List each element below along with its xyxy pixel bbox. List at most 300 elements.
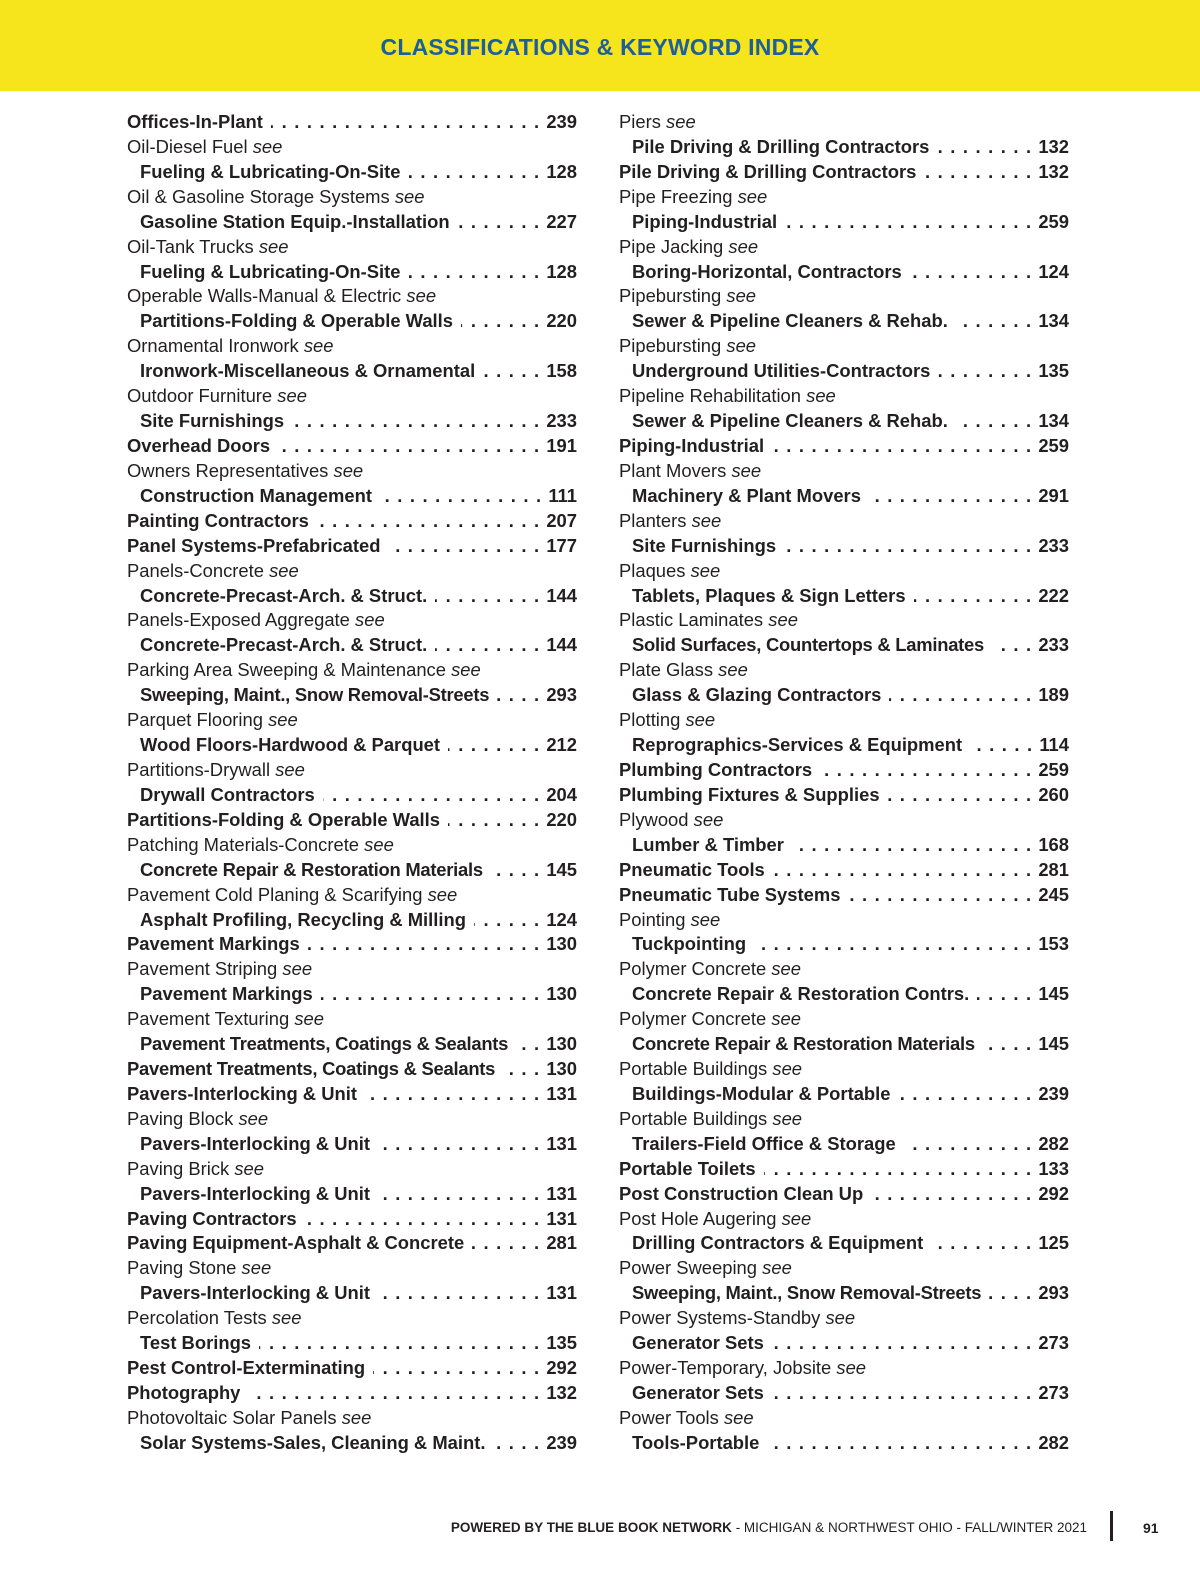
entry-page-number: 282 — [1038, 1431, 1069, 1453]
index-cross-reference — [619, 185, 1069, 210]
index-entry — [127, 359, 577, 384]
dot-leader — [323, 783, 541, 808]
entry-term: Pipe Jacking see — [619, 235, 759, 257]
index-cross-reference — [127, 608, 577, 633]
dot-leader — [292, 409, 540, 434]
entry-page-number: 144 — [546, 584, 577, 606]
dot-leader — [792, 833, 1032, 858]
entry-term: Planters see — [619, 509, 722, 531]
entry-term: Sweeping, Maint., Snow Removal-Streets — [140, 684, 490, 706]
entry-term: Piers see — [619, 111, 696, 132]
entry-page-number: 239 — [546, 111, 577, 132]
index-entry — [127, 110, 577, 135]
entry-term: Reprographics-Services & Equipment — [632, 734, 963, 756]
entry-term: Photography — [127, 1382, 241, 1404]
entry-term: Fueling & Lubricating-On-Site — [140, 160, 401, 182]
see-label: see — [726, 285, 757, 307]
entry-term: Pipebursting see — [619, 335, 757, 357]
index-cross-reference — [127, 957, 577, 982]
entry-page-number: 259 — [1038, 758, 1069, 780]
entry-term: Owners Representatives see — [127, 459, 364, 481]
index-cross-reference — [127, 883, 577, 908]
see-label: see — [258, 235, 289, 257]
entry-page-number: 131 — [546, 1082, 577, 1104]
entry-term: Sewer & Pipeline Cleaners & Rehab. — [632, 410, 948, 432]
index-cross-reference — [619, 284, 1069, 309]
index-entry — [619, 160, 1069, 185]
entry-term: Tuckpointing — [632, 933, 747, 955]
index-entry — [127, 808, 577, 833]
entry-term: Wood Floors-Hardwood & Parquet — [140, 734, 441, 756]
index-entry — [619, 484, 1069, 509]
entry-page-number: 259 — [1038, 434, 1069, 456]
see-label: see — [451, 659, 481, 681]
see-label: see — [731, 459, 762, 481]
entry-term: Concrete-Precast-Arch. & Struct. — [140, 634, 428, 656]
entry-term: Polymer Concrete see — [619, 958, 801, 980]
entry-page-number: 145 — [1038, 1033, 1069, 1055]
entry-term: Paving Stone see — [127, 1257, 272, 1279]
entry-term: Photovoltaic Solar Panels see — [127, 1406, 372, 1428]
see-label: see — [723, 1406, 754, 1428]
dot-leader — [977, 982, 1032, 1007]
index-entry — [127, 160, 577, 185]
see-label: see — [726, 335, 757, 357]
see-label: see — [771, 1008, 801, 1030]
entry-term: Painting Contractors — [127, 509, 309, 531]
entry-term: Pavers-Interlocking & Unit — [140, 1182, 370, 1204]
dot-leader — [378, 1281, 540, 1306]
entry-page-number: 132 — [546, 1382, 577, 1404]
entry-page-number: 128 — [546, 260, 577, 282]
entry-term: Pneumatic Tools — [619, 858, 765, 880]
index-cross-reference — [619, 559, 1069, 584]
entry-term: Partitions-Folding & Operable Walls — [127, 808, 441, 830]
dot-leader — [889, 683, 1032, 708]
see-label: see — [275, 758, 305, 780]
see-label: see — [394, 185, 425, 207]
entry-page-number: 128 — [546, 160, 577, 182]
entry-term: Solid Surfaces, Countertops & Laminates — [632, 634, 985, 656]
index-cross-reference — [127, 185, 577, 210]
entry-page-number: 130 — [546, 1058, 577, 1080]
index-cross-reference — [619, 1356, 1069, 1381]
entry-page-number: 145 — [1038, 983, 1069, 1005]
index-entry — [127, 982, 577, 1007]
dot-leader — [764, 1157, 1033, 1182]
dot-leader — [989, 1281, 1032, 1306]
dot-leader — [992, 633, 1032, 658]
see-label: see — [836, 1357, 867, 1379]
entry-page-number: 293 — [546, 684, 577, 706]
entry-page-number: 233 — [1038, 634, 1069, 656]
index-cross-reference — [619, 1057, 1069, 1082]
see-label: see — [737, 185, 768, 207]
dot-leader — [904, 1132, 1033, 1157]
index-entry — [619, 1157, 1069, 1182]
entry-page-number: 220 — [546, 310, 577, 332]
entry-term: Trailers-Field Office & Storage — [632, 1132, 896, 1154]
index-cross-reference — [619, 1107, 1069, 1132]
index-cross-reference — [127, 384, 577, 409]
dot-leader — [373, 1356, 540, 1381]
index-entry — [127, 1356, 577, 1381]
page-number: 91 — [1143, 1520, 1159, 1536]
index-entry — [127, 1231, 577, 1256]
entry-term: Operable Walls-Manual & Electric see — [127, 285, 437, 307]
entry-page-number: 222 — [1038, 584, 1069, 606]
entry-term: Paving Block see — [127, 1107, 269, 1129]
index-entry — [619, 1082, 1069, 1107]
index-entry — [619, 309, 1069, 334]
index-cross-reference — [619, 1256, 1069, 1281]
dot-leader — [956, 309, 1032, 334]
index-entry — [619, 1381, 1069, 1406]
index-cross-reference — [127, 1107, 577, 1132]
dot-leader — [483, 359, 540, 384]
index-entry — [619, 683, 1069, 708]
index-cross-reference — [619, 334, 1069, 359]
entry-page-number: 134 — [1038, 410, 1069, 432]
see-label: see — [268, 709, 298, 731]
entry-term: Drilling Contractors & Equipment — [632, 1232, 924, 1254]
see-label: see — [806, 385, 836, 407]
entry-term: Portable Buildings see — [619, 1107, 803, 1129]
entry-page-number: 135 — [546, 1332, 577, 1354]
see-label: see — [666, 111, 696, 132]
entry-term: Concrete Repair & Restoration Materials — [140, 858, 483, 880]
see-label: see — [364, 833, 394, 855]
index-entry — [127, 434, 577, 459]
index-entry — [127, 633, 577, 658]
entry-term: Fueling & Lubricating-On-Site — [140, 260, 401, 282]
entry-page-number: 292 — [546, 1357, 577, 1379]
page-header — [0, 0, 1200, 91]
entry-term: Parquet Flooring see — [127, 709, 298, 731]
entry-page-number: 233 — [546, 410, 577, 432]
see-label: see — [762, 1257, 792, 1279]
entry-page-number: 132 — [1038, 135, 1069, 157]
dot-leader — [448, 733, 540, 758]
entry-term: Pile Driving & Drilling Contractors — [619, 160, 917, 182]
dot-leader — [516, 1032, 540, 1057]
dot-leader — [474, 908, 540, 933]
index-column-left — [127, 110, 577, 1456]
entry-term: Pavement Treatments, Coatings & Sealants — [140, 1033, 509, 1055]
entry-term: Underground Utilities-Contractors — [632, 360, 931, 382]
index-entry — [127, 484, 577, 509]
dot-leader — [772, 1381, 1032, 1406]
see-label: see — [238, 1107, 269, 1129]
entry-page-number: 177 — [546, 534, 577, 556]
index-entry — [127, 534, 577, 559]
page-footer — [0, 1511, 1200, 1541]
index-cross-reference — [127, 284, 577, 309]
index-entry — [127, 1057, 577, 1082]
index-entry — [619, 1431, 1069, 1456]
entry-term: Pavement Cold Planing & Scarifying see — [127, 883, 458, 905]
footer-publication — [451, 1520, 1087, 1535]
dot-leader — [937, 135, 1032, 160]
see-label: see — [427, 883, 458, 905]
entry-term: Tools-Portable — [632, 1431, 760, 1453]
entry-page-number: 191 — [546, 434, 577, 456]
index-entry — [127, 1032, 577, 1057]
entry-term: Parking Area Sweeping & Maintenance see — [127, 659, 481, 681]
index-entry — [619, 434, 1069, 459]
entry-page-number: 133 — [1038, 1157, 1069, 1179]
dot-leader — [848, 883, 1032, 908]
entry-page-number: 293 — [1038, 1282, 1069, 1304]
entry-term: Paving Equipment-Asphalt & Concrete — [127, 1232, 465, 1254]
entry-term: Site Furnishings — [140, 410, 285, 432]
entry-term: Polymer Concrete see — [619, 1008, 801, 1030]
entry-term: Generator Sets — [632, 1332, 764, 1354]
entry-term: Pipeline Rehabilitation see — [619, 385, 836, 407]
dot-leader — [503, 1057, 540, 1082]
index-entry — [127, 1281, 577, 1306]
entry-page-number: 134 — [1038, 310, 1069, 332]
footer-divider — [1110, 1511, 1113, 1541]
dot-leader — [259, 1331, 540, 1356]
dot-leader — [899, 1082, 1033, 1107]
index-cross-reference — [127, 559, 577, 584]
index-cross-reference — [127, 235, 577, 260]
index-cross-reference — [619, 658, 1069, 683]
entry-term: Pavement Treatments, Coatings & Sealants — [127, 1058, 496, 1080]
index-entry — [127, 309, 577, 334]
index-entry — [127, 1381, 577, 1406]
entry-term: Plant Movers see — [619, 459, 762, 481]
entry-page-number: 220 — [546, 808, 577, 830]
entry-term: Pointing see — [619, 908, 721, 930]
index-entry — [127, 1331, 577, 1356]
entry-page-number: 135 — [1038, 360, 1069, 382]
dot-leader — [491, 858, 540, 883]
entry-term: Plastic Laminates see — [619, 609, 798, 631]
index-entry — [619, 858, 1069, 883]
index-entry — [619, 1331, 1069, 1356]
entry-term: Post Construction Clean Up — [619, 1182, 864, 1204]
index-cross-reference — [619, 908, 1069, 933]
entry-term: Pneumatic Tube Systems — [619, 883, 841, 905]
entry-term: Solar Systems-Sales, Cleaning & Maint. — [140, 1431, 486, 1453]
entry-term: Concrete Repair & Restoration Contrs. — [632, 983, 970, 1005]
entry-term: Drywall Contractors — [140, 783, 315, 805]
entry-term: Pavers-Interlocking & Unit — [140, 1282, 370, 1304]
entry-term: Overhead Doors — [127, 434, 271, 456]
index-entry — [619, 783, 1069, 808]
dot-leader — [308, 932, 541, 957]
entry-page-number: 132 — [1038, 160, 1069, 182]
index-entry — [619, 758, 1069, 783]
entry-term: Concrete Repair & Restoration Materials — [632, 1033, 975, 1055]
index-entry — [127, 1132, 577, 1157]
entry-term: Pavers-Interlocking & Unit — [127, 1082, 357, 1104]
see-label: see — [269, 559, 299, 581]
dot-leader — [938, 359, 1032, 384]
see-label: see — [772, 1058, 803, 1080]
entry-term: Pile Driving & Drilling Contractors — [632, 135, 930, 157]
entry-page-number: 281 — [1038, 858, 1069, 880]
entry-page-number: 292 — [1038, 1182, 1069, 1204]
see-label: see — [282, 958, 313, 980]
index-entry — [127, 1431, 577, 1456]
entry-term: Tablets, Plaques & Sign Letters — [632, 584, 906, 606]
dot-leader — [871, 1182, 1032, 1207]
entry-term: Paving Contractors — [127, 1207, 297, 1229]
dot-leader — [435, 584, 540, 609]
entry-page-number: 124 — [546, 908, 577, 930]
entry-page-number: 239 — [546, 1431, 577, 1453]
index-cross-reference — [127, 459, 577, 484]
see-label: see — [690, 908, 721, 930]
dot-leader — [888, 783, 1033, 808]
index-cross-reference — [619, 957, 1069, 982]
index-entry — [619, 1132, 1069, 1157]
entry-page-number: 131 — [546, 1132, 577, 1154]
entry-page-number: 130 — [546, 933, 577, 955]
index-entry — [619, 359, 1069, 384]
entry-term: Pavement Markings — [127, 933, 300, 955]
see-label: see — [341, 1406, 372, 1428]
dot-leader — [380, 484, 542, 509]
index-cross-reference — [127, 833, 577, 858]
entry-page-number: 124 — [1038, 260, 1069, 282]
entry-term: Portable Buildings see — [619, 1058, 803, 1080]
dot-leader — [389, 534, 541, 559]
index-entry — [619, 833, 1069, 858]
index-entry — [127, 210, 577, 235]
entry-page-number: 227 — [546, 210, 577, 232]
entry-term: Outdoor Furniture see — [127, 385, 307, 407]
see-label: see — [303, 335, 334, 357]
entry-page-number: 111 — [548, 484, 577, 506]
entry-term: Plaques see — [619, 559, 721, 581]
index-entry — [619, 1281, 1069, 1306]
entry-term: Oil-Diesel Fuel see — [127, 135, 283, 157]
index-cross-reference — [619, 110, 1069, 135]
entry-page-number: 131 — [546, 1207, 577, 1229]
index-cross-reference — [127, 334, 577, 359]
entry-page-number: 233 — [1038, 534, 1069, 556]
entry-term: Power Tools see — [619, 1406, 754, 1428]
entry-term: Ornamental Ironwork see — [127, 335, 334, 357]
index-entry — [127, 509, 577, 534]
index-cross-reference — [619, 808, 1069, 833]
entry-page-number: 144 — [546, 634, 577, 656]
index-cross-reference — [127, 1306, 577, 1331]
index-cross-reference — [619, 1007, 1069, 1032]
dot-leader — [910, 260, 1033, 285]
see-label: see — [772, 1107, 803, 1129]
entry-page-number: 259 — [1038, 210, 1069, 232]
index-entry — [619, 1231, 1069, 1256]
index-entry — [127, 1182, 577, 1207]
entry-term: Portable Toilets — [619, 1157, 756, 1179]
dot-leader — [448, 808, 540, 833]
entry-term: Ironwork-Miscellaneous & Ornamental — [140, 360, 476, 382]
dot-leader — [784, 534, 1032, 559]
see-label: see — [294, 1008, 324, 1030]
entry-term: Boring-Horizontal, Contractors — [632, 260, 902, 282]
dot-leader — [461, 309, 540, 334]
index-entry — [619, 584, 1069, 609]
entry-page-number: 153 — [1038, 933, 1069, 955]
entry-page-number: 130 — [546, 983, 577, 1005]
entry-term: Pavement Striping see — [127, 958, 313, 980]
entry-term: Oil-Tank Trucks see — [127, 235, 289, 257]
entry-page-number: 207 — [546, 509, 577, 531]
entry-term: Site Furnishings — [632, 534, 777, 556]
dot-leader — [924, 160, 1032, 185]
entry-page-number: 168 — [1038, 833, 1069, 855]
dot-leader — [278, 434, 540, 459]
entry-term: Sweeping, Maint., Snow Removal-Streets — [632, 1282, 982, 1304]
dot-leader — [248, 1381, 540, 1406]
entry-term: Paving Brick see — [127, 1157, 264, 1179]
index-cross-reference — [127, 1406, 577, 1431]
index-entry — [127, 1207, 577, 1232]
see-label: see — [691, 509, 722, 531]
dot-leader — [409, 160, 541, 185]
entry-term: Glass & Glazing Contractors — [632, 684, 882, 706]
index-cross-reference — [619, 1406, 1069, 1431]
entry-term: Pavement Texturing see — [127, 1008, 324, 1030]
index-cross-reference — [619, 459, 1069, 484]
footer-network: POWERED BY THE BLUE BOOK NETWORK — [450, 1520, 732, 1535]
see-label: see — [690, 559, 721, 581]
entry-term: Panels-Exposed Aggregate see — [127, 609, 385, 631]
entry-page-number: 239 — [1038, 1082, 1069, 1104]
index-entry — [619, 1182, 1069, 1207]
entry-page-number: 114 — [1039, 734, 1069, 756]
entry-term: Oil & Gasoline Storage Systems see — [127, 185, 425, 207]
footer-edition: - MICHIGAN & NORTHWEST OHIO - FALL/WINTER 2021 — [731, 1520, 1087, 1535]
index-column-right — [619, 110, 1069, 1456]
entry-page-number: 281 — [546, 1232, 577, 1254]
index-entry — [127, 409, 577, 434]
entry-term: Pipe Freezing see — [619, 185, 768, 207]
see-label: see — [768, 609, 798, 631]
index-cross-reference — [619, 608, 1069, 633]
entry-term: Partitions-Drywall see — [127, 758, 305, 780]
dot-leader — [869, 484, 1032, 509]
dot-leader — [983, 1032, 1032, 1057]
entry-page-number: 273 — [1038, 1332, 1069, 1354]
index-entry — [127, 908, 577, 933]
index-cross-reference — [127, 1256, 577, 1281]
index-entry — [619, 883, 1069, 908]
index-entry — [619, 135, 1069, 160]
dot-leader — [956, 409, 1032, 434]
entry-term: Patching Materials-Concrete see — [127, 833, 394, 855]
index-entry — [619, 733, 1069, 758]
index-entry — [127, 932, 577, 957]
index-cross-reference — [127, 1157, 577, 1182]
entry-page-number: 260 — [1038, 783, 1069, 805]
see-label: see — [234, 1157, 264, 1179]
index-entry — [127, 783, 577, 808]
entry-term: Partitions-Folding & Operable Walls — [140, 310, 454, 332]
index-cross-reference — [619, 509, 1069, 534]
entry-term: Gasoline Station Equip.-Installation — [140, 210, 450, 232]
dot-leader — [409, 260, 541, 285]
entry-page-number: 131 — [546, 1182, 577, 1204]
entry-term: Power Sweeping see — [619, 1257, 792, 1279]
entry-page-number: 131 — [546, 1282, 577, 1304]
index-cross-reference — [127, 658, 577, 683]
